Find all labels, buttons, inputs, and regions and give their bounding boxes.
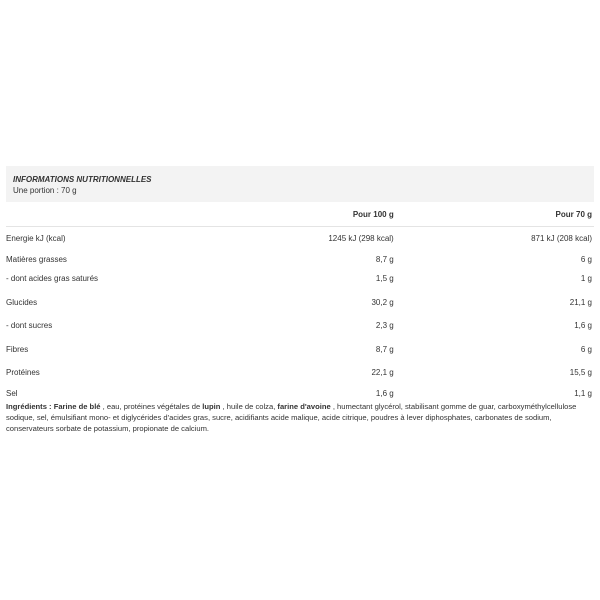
value-per-70g: 21,1 g	[569, 297, 592, 307]
value-per-100g: 1,6 g	[375, 389, 394, 398]
ingredient-highlight: farine d'avoine	[277, 402, 331, 411]
nutrient-label: Fibres	[6, 345, 29, 354]
nutrient-label: Matières grasses	[6, 255, 67, 264]
value-per-70g: 6 g	[580, 345, 592, 354]
ingredient-highlight: Farine de blé	[53, 402, 101, 411]
ingredient-highlight: lupin	[202, 402, 221, 411]
value-per-100g: 8,7 g	[375, 345, 394, 354]
ingredient-highlight: Ingrédients :	[6, 402, 54, 411]
value-per-100g: 22,1 g	[371, 368, 394, 377]
value-per-70g: 1,1 g	[574, 389, 592, 398]
nutrient-label: Protéines	[6, 368, 40, 377]
value-per-100g: 1,5 g	[375, 274, 394, 283]
column-header-per-100g: Pour 100 g	[352, 209, 394, 219]
nutrient-label: Energie kJ (kcal)	[6, 234, 66, 244]
nutrition-table-body	[6, 227, 594, 406]
nutrition-panel	[6, 166, 594, 406]
nutrient-label: Sel	[6, 389, 18, 398]
ingredient-text: , humectant glycérol, stabilisant gomme de guar, carboxyméthylcellulose sodique, sel, émulsifiant mono- et diglycérides d'acides gras, sucre, acidifiants acide malique, acide citrique, poudres à lever diphosphates, carbonates de sodium, conservateurs sorbate de potassium, propionate de calcium.	[6, 402, 577, 433]
ingredients-text	[6, 401, 594, 434]
table-header-row	[6, 202, 594, 227]
column-header-per-70g: Pour 70 g	[555, 209, 592, 219]
nutrient-label: - dont sucres	[6, 321, 53, 330]
value-per-70g: 871 kJ (208 kcal)	[531, 234, 592, 244]
ingredient-text: , huile de colza,	[220, 402, 278, 411]
column-header-label	[6, 202, 285, 227]
value-per-70g: 1 g	[580, 274, 592, 283]
table-row	[6, 364, 594, 382]
table-row	[6, 289, 594, 316]
table-row	[6, 336, 594, 364]
table-row	[6, 269, 594, 289]
table-row	[6, 316, 594, 336]
nutrition-title: INFORMATIONS NUTRITIONNELLES	[13, 175, 152, 184]
nutrition-table	[6, 202, 594, 406]
value-per-70g: 1,6 g	[574, 321, 592, 330]
value-per-100g: 30,2 g	[371, 297, 394, 307]
nutrition-header	[6, 166, 594, 202]
value-per-100g: 2,3 g	[375, 321, 394, 330]
table-row	[6, 227, 594, 251]
nutrient-label: - dont acides gras saturés	[6, 274, 99, 283]
ingredient-text: , eau, protéines végétales de	[100, 402, 203, 411]
value-per-100g: 8,7 g	[375, 255, 394, 264]
value-per-100g: 1245 kJ (298 kcal)	[328, 234, 394, 244]
value-per-70g: 6 g	[580, 255, 592, 264]
table-row	[6, 251, 594, 269]
portion-size: Une portion : 70 g	[13, 186, 77, 195]
nutrient-label: Glucides	[6, 297, 38, 307]
value-per-70g: 15,5 g	[569, 368, 592, 377]
